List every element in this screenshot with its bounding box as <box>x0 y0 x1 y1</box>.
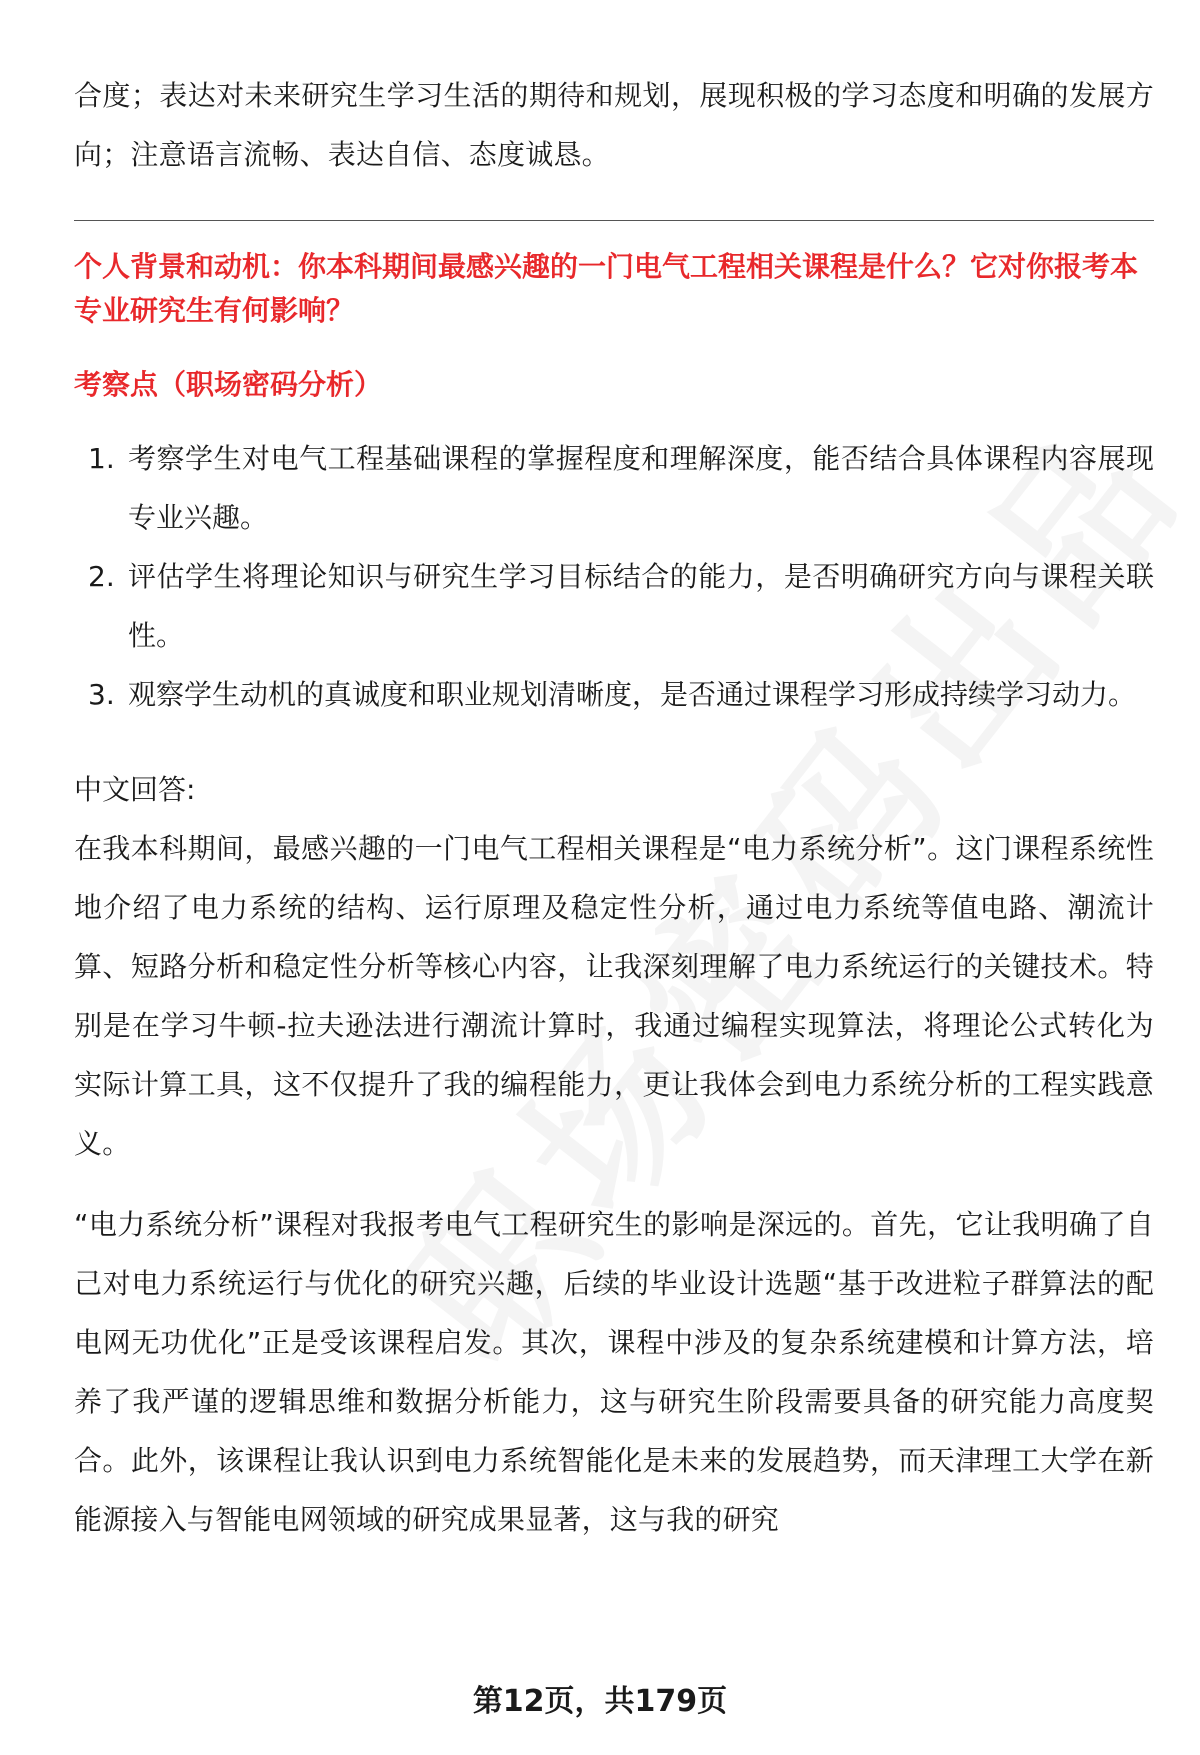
paragraph-gap <box>74 1173 1154 1195</box>
list-item-number: 2. <box>88 560 115 593</box>
list-item <box>74 429 1154 547</box>
list-item-text: 评估学生将理论知识与研究生学习目标结合的能力，是否明确研究方向与课程关联性。 <box>128 560 1154 652</box>
list-item <box>74 547 1154 665</box>
section-divider <box>74 220 1154 221</box>
intro-paragraph: 合度；表达对未来研究生学习生活的期待和规划，展现积极的学习态度和明确的发展方向；注意语言流畅、表达自信、态度诚恳。 <box>74 79 1154 171</box>
answer-paragraph-2: “电力系统分析”课程对我报考电气工程研究生的影响是深远的。首先，它让我明确了自己对电力系统运行与优化的研究兴趣，后续的毕业设计选题“基于改进粒子群算法的配电网无功优化”正是受该课程启发。其次，课程中涉及的复杂系统建模和计算方法，培养了我严谨的逻辑思维和数据分析能力，这与研究生阶段需要具备的研究能力高度契合。此外，该课程让我认识到电力系统智能化是未来的发展趋势，而天津理工大学在新能源接入与智能电网领域的研究成果显著，这与我的研究 <box>74 1208 1154 1536</box>
question-heading: 个人背景和动机：你本科期间最感兴趣的一门电气工程相关课程是什么？它对你报考本专业研究生有何影响？ <box>74 250 1139 327</box>
page-number-footer: 第12页，共179页 <box>472 1684 728 1719</box>
list-item-text: 观察学生动机的真诚度和职业规划清晰度，是否通过课程学习形成持续学习动力。 <box>128 678 1137 711</box>
assessment-points-label: 考察点（职场密码分析） <box>74 368 383 401</box>
list-item-number: 3. <box>88 678 115 711</box>
answer-heading: 中文回答: <box>74 773 196 806</box>
page-content <box>74 66 1154 1549</box>
list-item-number: 1. <box>88 442 115 475</box>
list-item-text: 考察学生对电气工程基础课程的掌握程度和理解深度，能否结合具体课程内容展现专业兴趣。 <box>128 442 1154 534</box>
answer-paragraph-1: 在我本科期间，最感兴趣的一门电气工程相关课程是“电力系统分析”。这门课程系统性地介绍了电力系统的结构、运行原理及稳定性分析，通过电力系统等值电路、潮流计算、短路分析和稳定性分析等核心内容，让我深刻理解了电力系统运行的关键技术。特别是在学习牛顿-拉夫逊法进行潮流计算时，我通过编程实现算法，将理论公式转化为实际计算工具，这不仅提升了我的编程能力，更让我体会到电力系统分析的工程实践意义。 <box>74 832 1154 1160</box>
assessment-points-list <box>74 429 1154 724</box>
list-item <box>74 665 1154 724</box>
